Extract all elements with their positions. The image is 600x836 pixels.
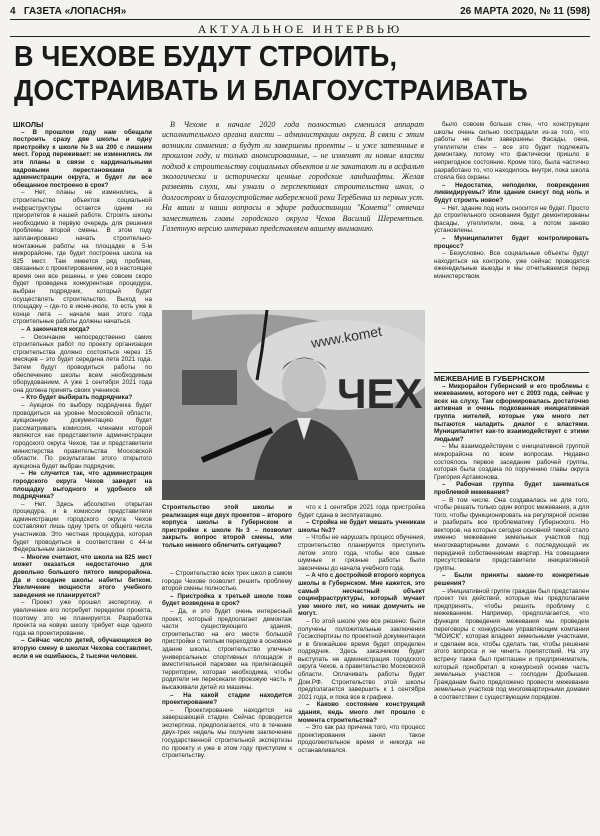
interview-photo — [162, 310, 425, 500]
answer-paragraph: было совсем больше стен, что конструкции школы очень сильно пострадали из-за того, что работы не были завершены. Фасады, окна, утеплители стен – все это будет подлежать демонтажу, потому что фактически пришло в непригодное состояние. Кроме того, была частично разработано то, что находилось внутри, пока школа стояла без охраны. — [434, 121, 589, 182]
answer-paragraph: – Инициативной группе граждан был представлен проект тех действий, которые мы предполагаем предпринять, чтобы решить проблему с межеванием. Например, предполагается, что функции проведения межевания мы проведем переговоры с конкурсным управляющим компании "МОИСК", которая владеет земельными участками, и сделаем все, чтобы сделать так, чтобы решение этого вопроса и не чинить препятствий. На эту встречу также был приглашен и предприниматель, который приобретал в конкурсной основе часть земельных участков – господин Дробышев. Гражданам было предложено провести межевание земельных участков под многоквартирными домами в соответствии с существующим порядком. — [434, 587, 589, 701]
answer-paragraph: – Проект уже прошел экспертизу, и увеличение его потребует переделки проекта, поэтому это не планируется. Разработка проекта на новую школу требует еще одного года на проектирование. — [13, 599, 152, 637]
sign-letters: ЧЕХ — [337, 370, 423, 417]
question-paragraph: – А закончатся когда? — [21, 326, 90, 334]
column-4 — [434, 121, 589, 366]
answer-paragraph: – Строительство всех трех школ в самом городе Чехове позволит решить проблему второй смены полностью. — [162, 570, 292, 593]
monitor — [182, 370, 237, 405]
issue-date: 26 МАРТА 2020, № 11 (598) — [460, 6, 590, 17]
question-paragraph: – Пристройка к третьей школе тоже будет возведена в срок? — [162, 592, 292, 608]
question-paragraph: – В прошлом году нам обещали построить сразу две школы и одну пристройку к школе №3 на 200 с лишним мест. Город переживает: не изменились ли эти планы в связи с кардинальными кадровыми перестановками в администрации округа, и будет ли все обещанное построено в срок? — [13, 128, 152, 189]
question-paragraph: – Многие считают, что школа на 825 мест может оказаться недостаточно для довольно большого пятого микрорайона. Да и соседние школы набиты битком. Увеличение мощности этого учебного заведения не планируется? — [13, 553, 152, 599]
rubric-rule — [10, 36, 590, 37]
question-paragraph: – Микрорайон Губернский и его проблемы с межеванием, которого нет с 2003 года, сейчас у всех на слуху. Там сформировалась достаточно активная и очень подкованная инициативная группа жителей, которые уже много лет пытаются наладить диалог с властями. Муниципалитет как-то взаимодействует с этими людьми? — [434, 382, 589, 443]
answer-paragraph: что к 1 сентября 2021 года пристройка будет сдана в эксплуатацию. — [298, 504, 425, 519]
question-paragraph: – Недостатки, неподелки, повреждения ликвидируемы? Или здание снесут под ноль и будут строить новое? — [434, 181, 589, 204]
question-paragraph: – На какой стадии находится проектирование? — [162, 691, 292, 707]
section-title: ШКОЛЫ — [13, 121, 44, 129]
intro-lead: В Чехове в начале 2020 года полностью сменился аппарат исполнительного органа власти – администрации округа. В связи с этим возникли сомнения: а будут ли завершены проекты – и уже затеянные в прошлом году, и только анонсированные, – не изменят ли новые власти подход к строительству социальных объектов и не закатают ли в асфальт экологически и исторически ценные городские ландшафты. Желая развеять слухи, мы узнали о перспективах строительства школ, о долгостроях и благоустройстве набережной реки Терёбенка из первых уст. На ваши и наши вопросы в эфире радиостанции "Комета" отвечал заместитель главы городского округа Чехов Василий Шереметьев. Газетную версию интервью представляем вашему вниманию. — [162, 120, 424, 234]
question-paragraph: – А что с достройкой второго корпуса школы в Губернском. Мне кажется, это самый несчастный объект социнфраструктуры, который мучает уже много лет, но никак домучить не могут. — [298, 572, 425, 618]
answer-paragraph: – В том числе. Она создавалась не для того, чтобы решать только один вопрос межевания, а для того, чтобы функционировать на регулярной основе и разбирать все проблематику Губернского. Но векторов, на которых сегодня основной темой стало именно межевание земельных участков под многоквартирными домами с последующей их передачей собственникам квартир. На совещании присутствовали представители инициативной группы. — [434, 496, 589, 572]
answer-paragraph: – Чтобы не нарушать процесс обучения, строительство планируется приступить летом этого года, чтобы все самые шумные и грязные работы были закончены до начала учебного года. — [298, 534, 425, 572]
answer-paragraph: – По этой школе уже все решено: были получены положительные заключения Госэкспертизы по проектной документации и в ближайшее время будет определен подрядчик. Здесь заказчиком будет выступать не администрация городского округа Чехов, а правительство Московской области. Оплачивать работы будет Дом.РФ. Строительство этой школы предполагается завершить к 1 сентября 2021 года, и пока все в графике. — [298, 617, 425, 701]
page-header — [10, 6, 590, 20]
column-3 — [298, 504, 425, 832]
answer-paragraph: – Нет. Здесь абсолютно открытая процедура, и в комиссии представители администрации городского округа Чехов составляют лишь одну треть от общего числа участников. Это честная процедура, которая будет проводиться в соответствии с 44-м Федеральным законом. — [13, 500, 152, 554]
question-paragraph: – Кто будет выбирать подрядчика? — [21, 394, 133, 402]
sign-url: www.komet — [309, 322, 384, 351]
page-number-and-paper: 4 ГАЗЕТА «ЛОПАСНЯ» — [10, 6, 127, 17]
rubric: АКТУАЛЬНОЕ ИНТЕРВЬЮ — [197, 22, 403, 36]
answer-paragraph: – Проектирование находится на завершающей стадии. Сейчас проводится экспертиза, предполагается, что в течение двух-трех недель мы получим заключение государственной строительной экспертизы по проекту и уже в этом году приступим к строительству. — [162, 706, 292, 760]
question-paragraph: – Стройка не будет мешать ученикам школы №3? — [298, 519, 425, 534]
answer-paragraph: – Аукцион по выбору подрядчика будет проводиться на уровне Московской области, аукционную документацию будет рассматривать комиссия, членами которой являются как представители администрации городского округа Чехов, так и представители министерства правительства Московской области. По результатам этого открытого аукциона будет выбран подрядчик. — [13, 401, 152, 470]
question-paragraph: – Каково состояние конструкций здания, ведь много лет прошло с момента строительства? — [298, 701, 425, 724]
person-head — [282, 358, 326, 412]
column-1 — [13, 121, 152, 831]
section-title-mezhevanie: МЕЖЕВАНИЕ В ГУБЕРНСКОМ — [434, 372, 589, 383]
answer-paragraph: – Нет, здание под ноль сносится не будет. Просто до строительного основания будут демонтированы фасады, утеплители, окна, а потом заново установлены. — [434, 204, 589, 235]
column-2 — [162, 570, 292, 832]
header-rule — [10, 19, 590, 20]
answer-paragraph: – Окончание непосредственно самих строительных работ по проекту организации строительства должно состояться через 15 месяцев – это будет середина лета 2021 года. Затем будут проводиться работы по обеспечению школы всем необходимым оборудованием. А уже 1 сентября 2021 года она должна принять своих учеников. — [13, 333, 152, 394]
headline: В ЧЕХОВЕ БУДУТ СТРОИТЬ, ДОСТРАИВАТЬ И БЛАГОУСТРАИВАТЬ — [14, 41, 528, 107]
question-paragraph: – Были приняты какие-то конкретные решения? — [434, 572, 589, 588]
answer-paragraph: – Нет, планы не изменились, а строительство объектов социальной инфраструктуры остается одним из приоритетов в нашей работе. Строить школы необходимо в первую очередь для решения проблемы второй смены. В этом году запланировано начать строительно-монтажные работы на площадке в 5-м микрорайоне, где будет построена школа на 825 мест. Там имеется ряд проблем, связанных с проектированием, но в настоящее время они все решены, и уже совсем скоро будет проведена конкурентная процедура, выбран подрядчик, который будет осуществлять строительство. Выход на площадку – где-то в июне-июле, то есть уже в конце лета – начале мая этого года строительные работы должны начаться. — [13, 189, 152, 326]
answer-paragraph: – Да, и это будет очень интересный проект, который предполагает демонтаж части существующего здания, строительство на его месте большой пристройки с теплым переходом в основное здание школы, строительство уличных универсальных спортивных площадок и вместительной парковки на прилегающей территории, которая необходима, чтобы родители не пересекали проезжую часть и высаживали детей из машины. — [162, 607, 292, 691]
answer-paragraph: – Безусловно. Все социальные объекты будут находиться на контроле, уже сейчас проводятся еженедельные выезды и мы отчитываемся перед министерством. — [434, 250, 589, 280]
answer-paragraph: – Мы взаимодействуем с инициативной группой микрорайона по всем вопросам. Недавно состоялось первое заседание рабочей группы, которая была создана по поручению главы округа Григория Артамонова. — [434, 443, 589, 481]
photo-caption: Строительство этой школы и реализация еще двух проектов – второго корпуса школы в Губернском и пристройки к школе №3 – позволит закрыть вопрос второй смены, или только немного облегчить ситуацию? — [162, 504, 292, 549]
question-paragraph: – Сейчас число детей, обучающихся во вторую смену в школах Чехова составляет, если я не ошибаюсь, 2 тысячи человек. — [13, 637, 152, 660]
question-paragraph: – Муниципалитет будет контролировать процесс? — [434, 234, 589, 250]
question-paragraph: – Рабочая группа будет заниматься проблемой межевания? — [434, 481, 589, 496]
question-paragraph: – Не случится так, что администрация городского округа Чехов заведет на площадку выгодного и удобного ей подрядчика? — [13, 470, 152, 501]
answer-paragraph: – Это как раз причина того, что процесс проектирования занял такое продолжительное время и никогда не останавливался. — [298, 724, 425, 754]
column-4-lower — [434, 372, 589, 832]
